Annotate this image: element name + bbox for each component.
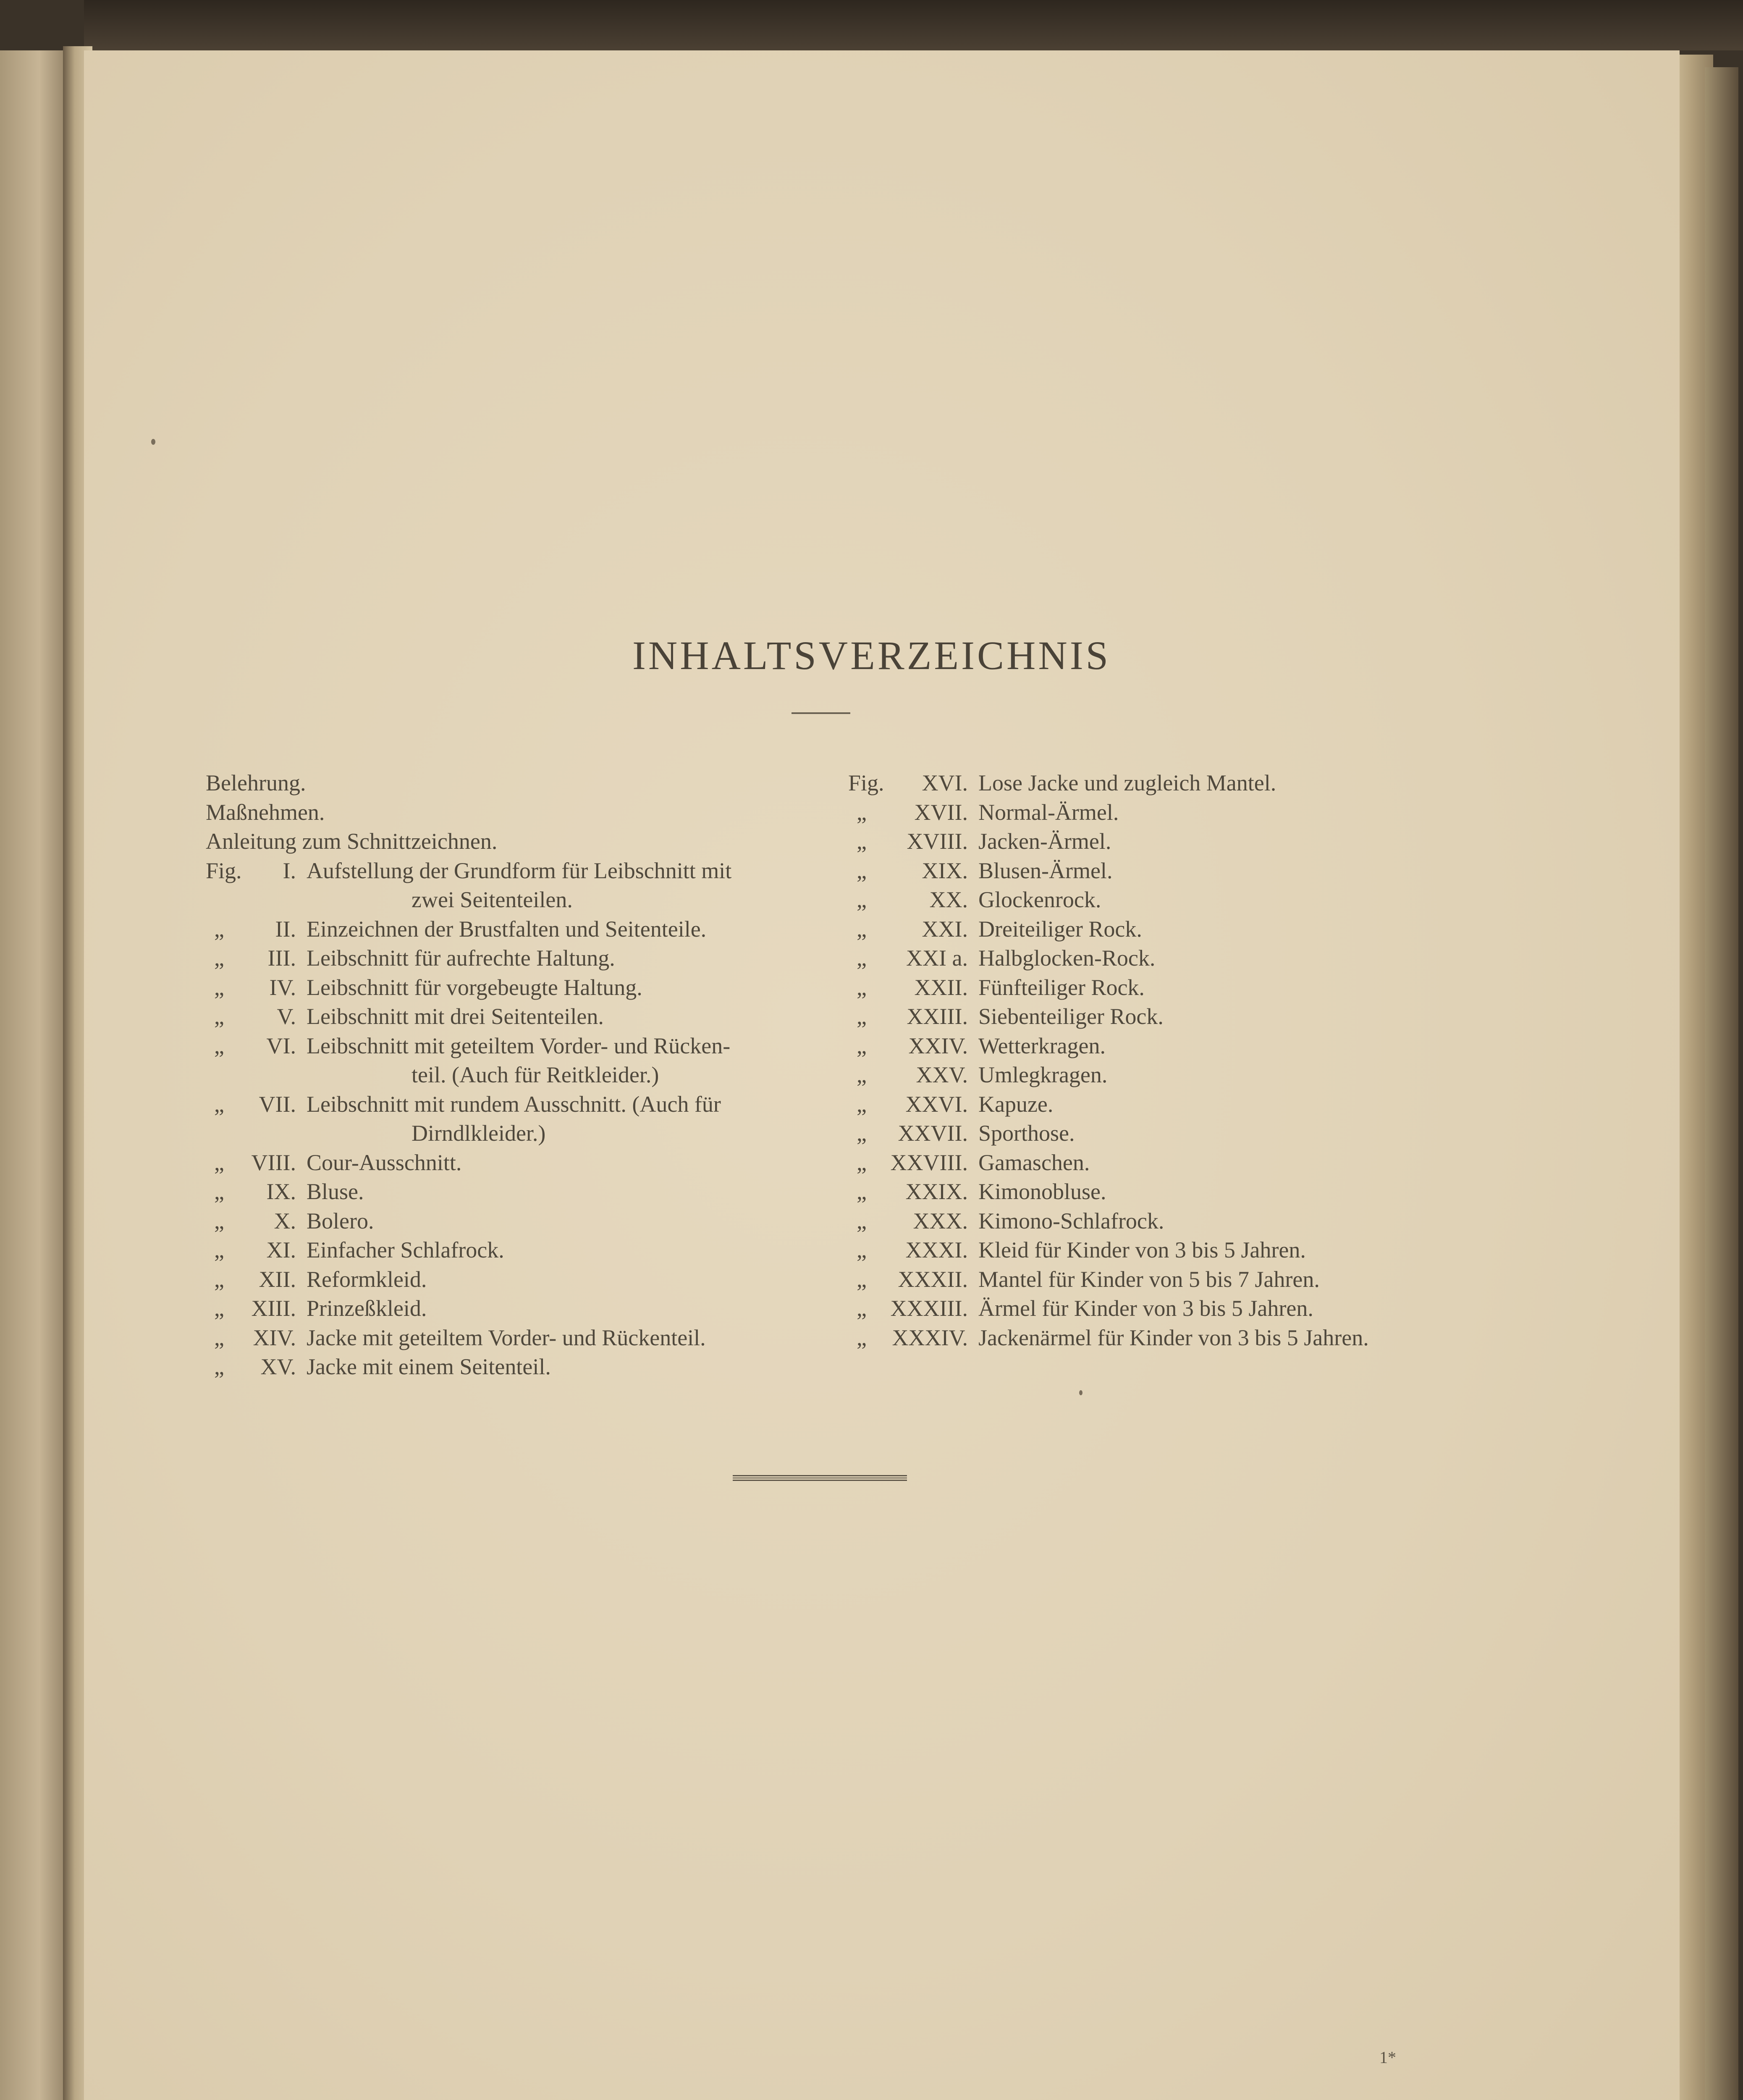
page-edge-shadow <box>1705 67 1738 2100</box>
ditto-mark: „ <box>857 945 867 971</box>
figure-number: XX. <box>929 887 968 912</box>
fig-label: Fig. <box>848 770 884 795</box>
entry-title: Fünfteiliger Rock. <box>978 974 1145 1000</box>
ditto-mark: „ <box>214 1354 224 1379</box>
ditto-mark: „ <box>857 887 867 912</box>
book-top-shadow <box>84 0 1743 50</box>
figure-number: XXXIV. <box>892 1325 968 1350</box>
ditto-mark: „ <box>214 1179 224 1204</box>
entry-title: Leibschnitt mit drei Seitenteilen. <box>307 1004 604 1029</box>
toc-intro-line <box>206 769 802 798</box>
toc-entry <box>848 1294 1453 1323</box>
entry-title: Jacke mit einem Seitenteil. <box>307 1354 551 1379</box>
ditto-mark: „ <box>214 1004 224 1029</box>
page-number: 1* <box>1379 2048 1396 2067</box>
figure-number: VI. <box>266 1033 296 1058</box>
ditto-mark: „ <box>214 1208 224 1234</box>
ditto-mark: „ <box>857 1091 867 1117</box>
figure-number: VIII. <box>251 1150 296 1175</box>
entry-title: Einfacher Schlafrock. <box>307 1237 504 1263</box>
entry-title-continuation: teil. (Auch für Reitkleider.) <box>412 1062 659 1087</box>
figure-number: XVI. <box>922 770 968 795</box>
entry-title: Jackenärmel für Kinder von 3 bis 5 Jahren. <box>978 1325 1369 1350</box>
figure-number: V. <box>277 1004 296 1029</box>
figure-number: I. <box>283 858 296 883</box>
entry-title: Leibschnitt mit rundem Ausschnitt. (Auch für <box>307 1091 721 1117</box>
figure-number: XXVI. <box>905 1091 968 1117</box>
toc-entry <box>206 1236 802 1265</box>
figure-number: XIII. <box>251 1296 296 1321</box>
entry-title: Dreiteiliger Rock. <box>978 916 1142 942</box>
figure-number: IX. <box>266 1179 296 1204</box>
figure-number: X. <box>274 1208 296 1234</box>
left-facing-page <box>0 50 71 2100</box>
entry-title: Kimono-Schlafrock. <box>978 1208 1164 1234</box>
ditto-mark: „ <box>857 1325 867 1350</box>
title-rule <box>792 712 850 714</box>
toc-entry <box>206 1090 802 1119</box>
entry-title: Einzeichnen der Brustfalten und Seitenteile. <box>307 916 707 942</box>
toc-entry <box>206 944 802 973</box>
figure-number: XXVII. <box>898 1121 968 1146</box>
figure-number: II. <box>275 916 296 942</box>
toc-entry <box>206 856 802 886</box>
toc-entry <box>206 1148 802 1178</box>
toc-entry <box>206 915 802 944</box>
figure-number: XXII. <box>914 974 968 1000</box>
page-title: INHALTSVERZEICHNIS <box>632 633 1111 678</box>
ditto-mark: „ <box>857 974 867 1000</box>
figure-number: III. <box>267 945 296 971</box>
toc-entry <box>848 1323 1453 1353</box>
toc-entry <box>206 1352 802 1382</box>
ditto-mark: „ <box>214 1266 224 1292</box>
ditto-mark: „ <box>857 1062 867 1087</box>
figure-number: XXXI. <box>905 1237 968 1263</box>
toc-entry <box>848 1060 1453 1090</box>
entry-title: Bolero. <box>307 1208 374 1234</box>
figure-number: XXX. <box>913 1208 968 1234</box>
toc-entry <box>848 798 1453 827</box>
entry-title: Halbglocken-Rock. <box>978 945 1156 971</box>
toc-intro-text: Anleitung zum Schnittzeichnen. <box>206 829 498 854</box>
figure-number: XI. <box>266 1237 296 1263</box>
ditto-mark: „ <box>214 1091 224 1117</box>
toc-entry <box>848 1177 1453 1207</box>
entry-title: Kimonobluse. <box>978 1179 1106 1204</box>
entry-title: Umlegkragen. <box>978 1062 1108 1087</box>
figure-number: XXIII. <box>907 1004 968 1029</box>
ditto-mark: „ <box>857 1266 867 1292</box>
ditto-mark: „ <box>214 945 224 971</box>
ditto-mark: „ <box>857 1296 867 1321</box>
figure-number: XXI a. <box>906 945 968 971</box>
toc-entry <box>848 1090 1453 1119</box>
figure-number: IV. <box>269 974 296 1000</box>
ditto-mark: „ <box>214 916 224 942</box>
entry-title: Normal-Ärmel. <box>978 799 1119 825</box>
toc-entry <box>848 1002 1453 1032</box>
entry-title: Leibschnitt für vorgebeugte Haltung. <box>307 974 642 1000</box>
figure-number: XXIV. <box>908 1033 968 1058</box>
paper-spot <box>151 439 155 445</box>
entry-title: Wetterkragen. <box>978 1033 1106 1058</box>
entry-title: Kapuze. <box>978 1091 1054 1117</box>
ditto-mark: „ <box>214 1296 224 1321</box>
ditto-mark: „ <box>214 1237 224 1263</box>
entry-title: Ärmel für Kinder von 3 bis 5 Jahren. <box>978 1296 1313 1321</box>
toc-entry <box>848 944 1453 973</box>
figure-number: XXVIII. <box>890 1150 968 1175</box>
ditto-mark: „ <box>857 1121 867 1146</box>
toc-entry <box>848 1148 1453 1178</box>
toc-entry <box>848 973 1453 1003</box>
ditto-mark: „ <box>857 1208 867 1234</box>
toc-entry <box>206 1177 802 1207</box>
toc-entry <box>206 1002 802 1032</box>
ditto-mark: „ <box>214 1325 224 1350</box>
toc-entry <box>848 915 1453 944</box>
entry-title: Sporthose. <box>978 1121 1075 1146</box>
toc-entry <box>848 856 1453 886</box>
toc-entry <box>848 1207 1453 1236</box>
toc-intro-line <box>206 827 802 856</box>
ditto-mark: „ <box>857 1004 867 1029</box>
entry-title-continuation: zwei Seitenteilen. <box>412 887 573 912</box>
toc-entry <box>848 1032 1453 1061</box>
toc-intro-text: Maßnehmen. <box>206 799 325 825</box>
figure-number: XIX. <box>922 858 968 883</box>
entry-title: Jacken-Ärmel. <box>978 829 1111 854</box>
toc-entry <box>206 1265 802 1294</box>
toc-entry-continuation <box>206 885 802 915</box>
entry-title-continuation: Dirndlkleider.) <box>412 1121 546 1146</box>
entry-title: Leibschnitt mit geteiltem Vorder- und Rücken- <box>307 1033 731 1058</box>
paper-spot <box>1079 1390 1082 1395</box>
toc-entry <box>848 885 1453 915</box>
figure-number: XIV. <box>253 1325 296 1350</box>
toc-right-column <box>848 769 1453 1352</box>
entry-title: Glockenrock. <box>978 887 1101 912</box>
figure-number: XXXII. <box>898 1266 968 1292</box>
entry-title: Prinzeßkleid. <box>307 1296 427 1321</box>
ditto-mark: „ <box>857 858 867 883</box>
toc-entry <box>206 1323 802 1353</box>
ditto-mark: „ <box>214 1033 224 1058</box>
ditto-mark: „ <box>857 916 867 942</box>
toc-intro-text: Belehrung. <box>206 770 306 795</box>
ditto-mark: „ <box>857 829 867 854</box>
entry-title: Aufstellung der Grundform für Leibschnitt mit <box>307 858 732 883</box>
ditto-mark: „ <box>857 1237 867 1263</box>
figure-number: XV. <box>260 1354 296 1379</box>
figure-number: XXIX. <box>905 1179 968 1204</box>
figure-number: XXV. <box>916 1062 968 1087</box>
ditto-mark: „ <box>857 799 867 825</box>
entry-title: Bluse. <box>307 1179 364 1204</box>
entry-title: Siebenteiliger Rock. <box>978 1004 1164 1029</box>
figure-number: XII. <box>259 1266 296 1292</box>
toc-entry <box>206 1207 802 1236</box>
toc-entry <box>206 973 802 1003</box>
entry-title: Reformkleid. <box>307 1266 427 1292</box>
closing-double-rule <box>733 1475 907 1481</box>
entry-title: Cour-Ausschnitt. <box>307 1150 462 1175</box>
figure-number: XVII. <box>914 799 968 825</box>
figure-number: VII. <box>259 1091 296 1117</box>
ditto-mark: „ <box>214 1150 224 1175</box>
toc-entry-continuation <box>206 1119 802 1148</box>
entry-title: Lose Jacke und zugleich Mantel. <box>978 770 1276 795</box>
fig-label: Fig. <box>206 858 242 883</box>
ditto-mark: „ <box>857 1033 867 1058</box>
entry-title: Gamaschen. <box>978 1150 1090 1175</box>
entry-title: Jacke mit geteiltem Vorder- und Rückenteil. <box>307 1325 706 1350</box>
entry-title: Blusen-Ärmel. <box>978 858 1113 883</box>
toc-entry <box>848 1265 1453 1294</box>
toc-entry <box>206 1294 802 1323</box>
toc-intro-line <box>206 798 802 827</box>
entry-title: Leibschnitt für aufrechte Haltung. <box>307 945 615 971</box>
toc-entry <box>848 827 1453 856</box>
entry-title: Kleid für Kinder von 3 bis 5 Jahren. <box>978 1237 1306 1263</box>
toc-entry <box>848 1119 1453 1148</box>
entry-title: Mantel für Kinder von 5 bis 7 Jahren. <box>978 1266 1320 1292</box>
toc-entry <box>848 1236 1453 1265</box>
toc-entry <box>848 769 1453 798</box>
figure-number: XXI. <box>922 916 968 942</box>
toc-entry-continuation <box>206 1060 802 1090</box>
ditto-mark: „ <box>214 974 224 1000</box>
toc-entry <box>206 1032 802 1061</box>
figure-number: XXXIII. <box>890 1296 968 1321</box>
ditto-mark: „ <box>857 1179 867 1204</box>
figure-number: XVIII. <box>907 829 968 854</box>
toc-left-column <box>206 769 802 1382</box>
ditto-mark: „ <box>857 1150 867 1175</box>
